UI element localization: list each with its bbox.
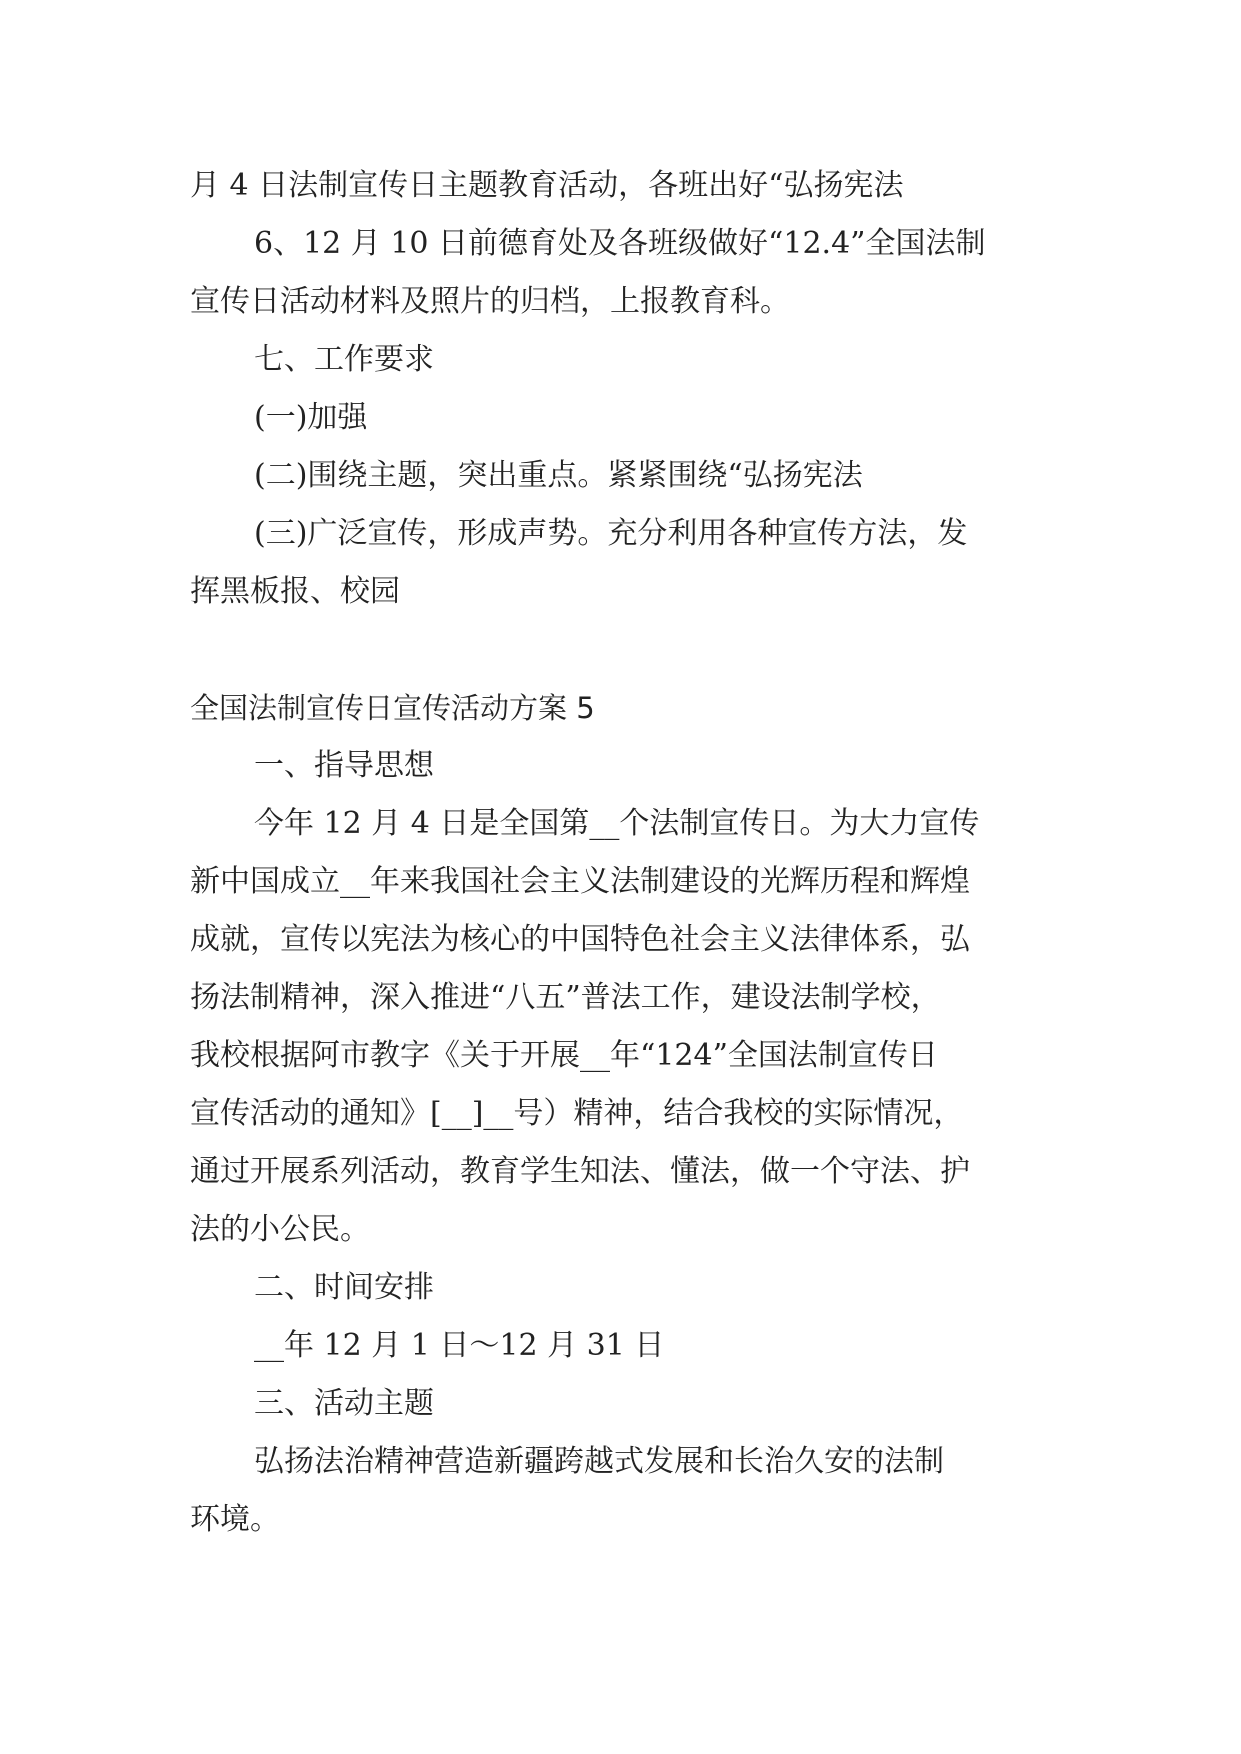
section-heading: 七、工作要求: [254, 342, 434, 377]
text-line: 6、12 月 10 日前德育处及各班级做好“12.4”全国法制: [254, 226, 986, 261]
text-line: (三)广泛宣传，形成声势。充分利用各种宣传方法，发: [254, 516, 968, 551]
text-line: 成就，宣传以宪法为核心的中国特色社会主义法律体系，弘: [190, 922, 970, 957]
text-line: 环境。: [190, 1502, 280, 1537]
text-line: 宣传活动的通知》[__]__号）精神，结合我校的实际情况，: [190, 1096, 964, 1131]
text-line: 弘扬法治精神营造新疆跨越式发展和长治久安的法制: [254, 1444, 944, 1479]
text-line: 月 4 日法制宣传日主题教育活动，各班出好“弘扬宪法: [190, 168, 904, 203]
section-gap: [190, 621, 1075, 679]
text-line: __年 12 月 1 日～12 月 31 日: [254, 1328, 665, 1363]
text-line: 我校根据阿市教字《关于开展__年“124”全国法制宣传日: [190, 1038, 938, 1073]
text-line: 法的小公民。: [190, 1212, 370, 1247]
text-line: (一)加强: [254, 400, 368, 435]
text-line: 挥黑板报、校园: [190, 574, 400, 609]
section-heading: 二、时间安排: [254, 1270, 434, 1305]
section-heading: 一、指导思想: [254, 748, 434, 783]
text-line: 宣传日活动材料及照片的归档，上报教育科。: [190, 284, 790, 319]
text-line: 通过开展系列活动，教育学生知法、懂法，做一个守法、护: [190, 1154, 970, 1189]
text-line: 新中国成立__年来我国社会主义法制建设的光辉历程和辉煌: [190, 864, 970, 899]
section-heading: 三、活动主题: [254, 1386, 434, 1421]
text-line: 扬法制精神，深入推进“八五”普法工作，建设法制学校，: [190, 980, 941, 1015]
document-body: [190, 157, 1075, 1549]
document-title: 全国法制宣传日宣传活动方案 5: [190, 691, 595, 725]
text-line: 今年 12 月 4 日是全国第__个法制宣传日。为大力宣传: [254, 806, 980, 841]
text-line: (二)围绕主题，突出重点。紧紧围绕“弘扬宪法: [254, 458, 863, 493]
